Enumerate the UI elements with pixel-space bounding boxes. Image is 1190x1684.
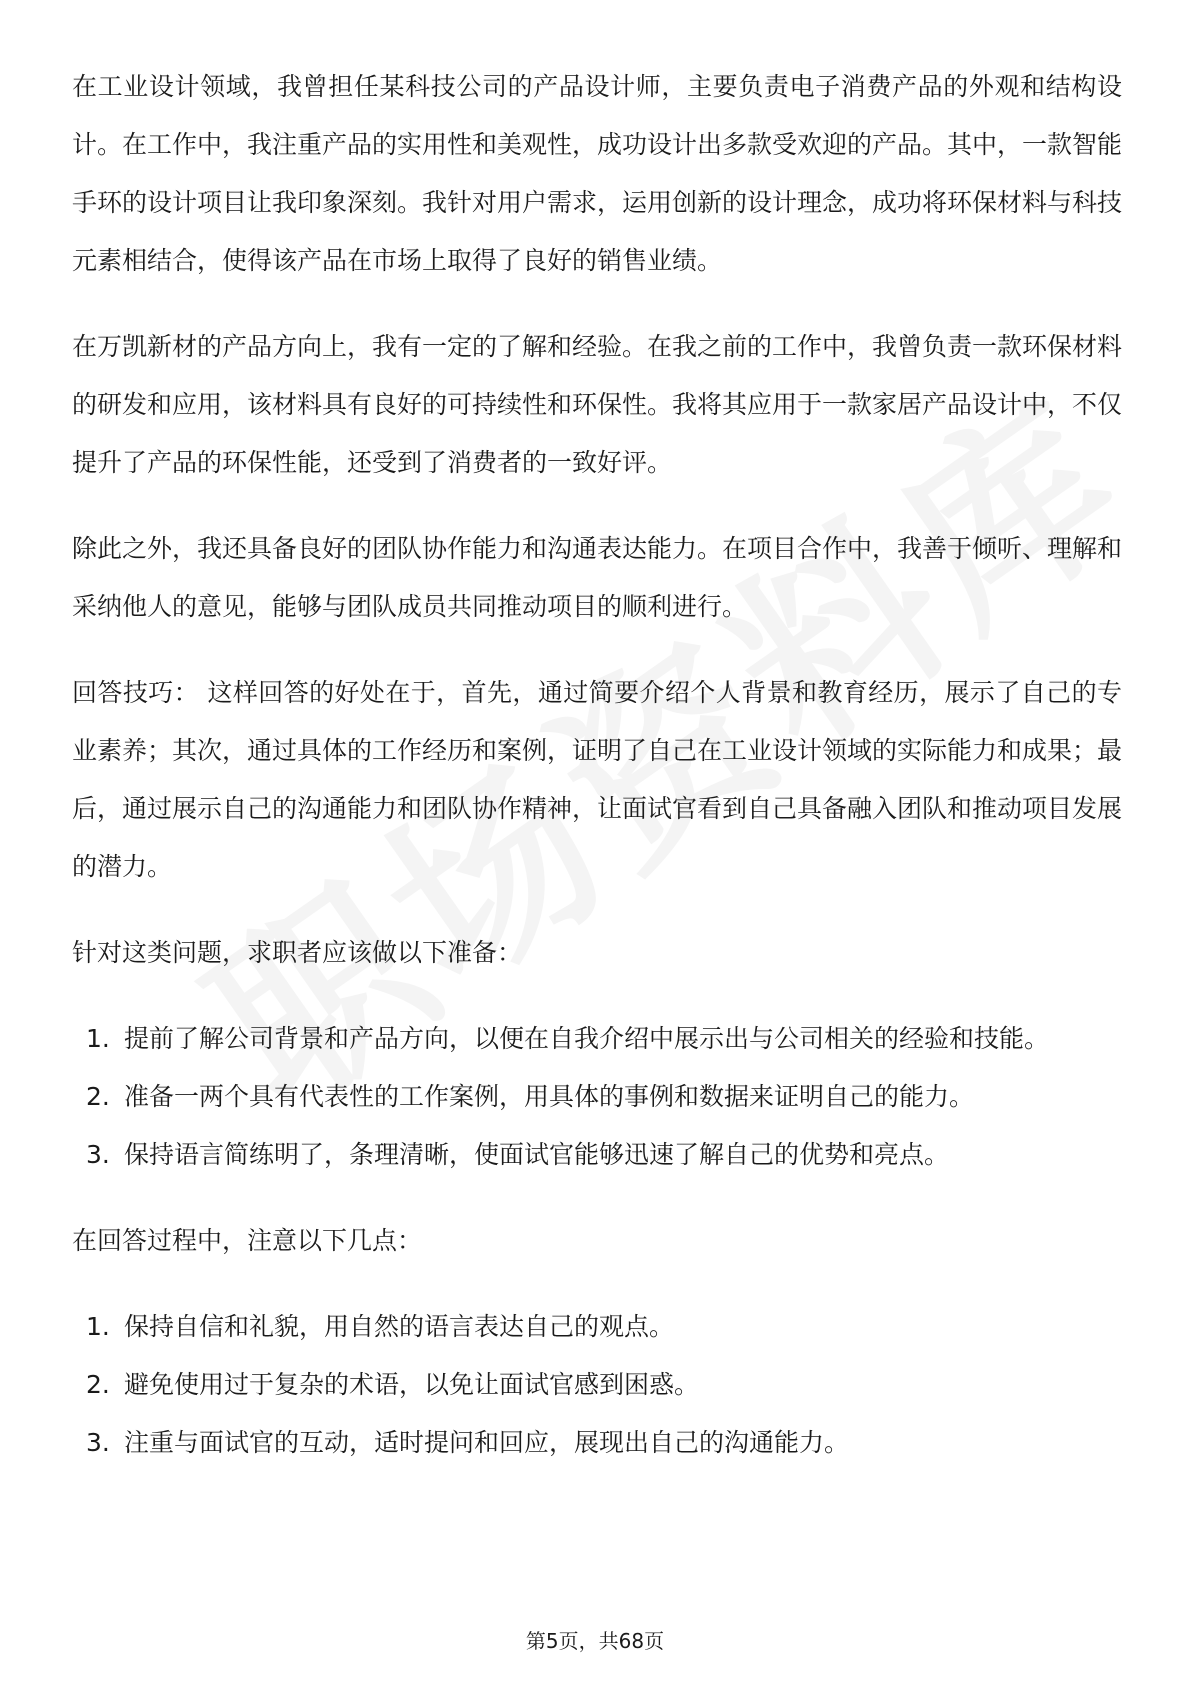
attention-list bbox=[72, 1298, 1122, 1472]
paragraph-teamwork: 除此之外，我还具备良好的团队协作能力和沟通表达能力。在项目合作中，我善于倾听、理解和采纳他人的意见，能够与团队成员共同推动项目的顺利进行。 bbox=[72, 534, 1123, 621]
list-item-text: 保持自信和礼貌，用自然的语言表达自己的观点。 bbox=[124, 1312, 675, 1341]
list-item-number: 3. bbox=[86, 1428, 110, 1457]
list-item-text: 保持语言简练明了，条理清晰，使面试官能够迅速了解自己的优势和亮点。 bbox=[124, 1140, 950, 1169]
list-item bbox=[72, 1356, 1122, 1414]
list-item bbox=[72, 1010, 1122, 1068]
list-item bbox=[72, 1414, 1122, 1472]
list-item-text: 注重与面试官的互动，适时提问和回应，展现出自己的沟通能力。 bbox=[124, 1428, 850, 1457]
paragraph-product-direction: 在万凯新材的产品方向上，我有一定的了解和经验。在我之前的工作中，我曾负责一款环保材料的研发和应用，该材料具有良好的可持续性和环保性。我将其应用于一款家居产品设计中，不仅提升了产品的环保性能，还受到了消费者的一致好评。 bbox=[72, 332, 1123, 477]
list-item-number: 3. bbox=[86, 1140, 110, 1169]
paragraph-industrial-design-experience: 在工业设计领域，我曾担任某科技公司的产品设计师，主要负责电子消费产品的外观和结构设计。在工作中，我注重产品的实用性和美观性，成功设计出多款受欢迎的产品。其中，一款智能手环的设计项目让我印象深刻。我针对用户需求，运用创新的设计理念，成功将环保材料与科技元素相结合，使得该产品在市场上取得了良好的销售业绩。 bbox=[72, 72, 1123, 275]
list-item-text: 避免使用过于复杂的术语，以免让面试官感到困惑。 bbox=[124, 1370, 700, 1399]
list-item-number: 1. bbox=[86, 1024, 110, 1053]
list-item-number: 2. bbox=[86, 1082, 110, 1111]
list-item-number: 1. bbox=[86, 1312, 110, 1341]
prep-list bbox=[72, 1010, 1122, 1184]
paragraph-answer-tips: 回答技巧： 这样回答的好处在于，首先，通过简要介绍个人背景和教育经历，展示了自己的专业素养；其次，通过具体的工作经历和案例，证明了自己在工业设计领域的实际能力和成果；最后，通过展示自己的沟通能力和团队协作精神，让面试官看到自己具备融入团队和推动项目发展的潜力。 bbox=[72, 678, 1123, 881]
list-item-text: 提前了解公司背景和产品方向，以便在自我介绍中展示出与公司相关的经验和技能。 bbox=[124, 1024, 1050, 1053]
list-item bbox=[72, 1298, 1122, 1356]
paragraph-attention-intro: 在回答过程中，注意以下几点： bbox=[72, 1226, 423, 1255]
document-body bbox=[72, 58, 1122, 1500]
list-item-number: 2. bbox=[86, 1370, 110, 1399]
list-item-text: 准备一两个具有代表性的工作案例，用具体的事例和数据来证明自己的能力。 bbox=[124, 1082, 975, 1111]
list-item bbox=[72, 1068, 1122, 1126]
paragraph-prep-intro: 针对这类问题，求职者应该做以下准备： bbox=[72, 938, 523, 967]
list-item bbox=[72, 1126, 1122, 1184]
page-number-footer: 第5页，共68页 bbox=[525, 1629, 665, 1653]
